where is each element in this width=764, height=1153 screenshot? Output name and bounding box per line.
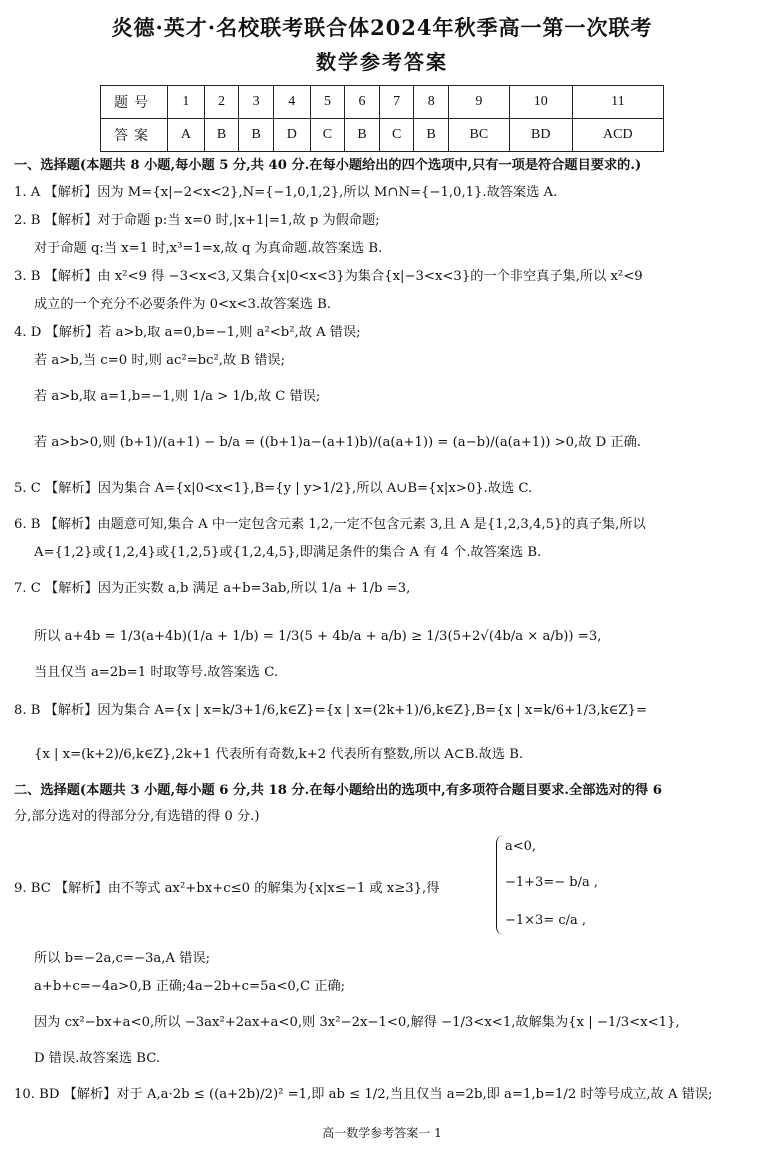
answer-q7-line1: 7. C 【解析】因为正实数 a,b 满足 a+b=3ab,所以 1/a + 1/b =3, <box>14 581 411 596</box>
question-number: 1 <box>168 86 205 119</box>
answer-q9-line1: 9. BC 【解析】由不等式 ax²+bx+c≤0 的解集为{x|x≤−1 或 x≥3},得 <box>14 881 440 896</box>
answer-q9-line3: a+b+c=−4a>0,B 正确;4a−2b+c=5a<0,C 正确; <box>34 979 346 994</box>
answer-q3-line1: 3. B 【解析】由 x²<9 得 −3<x<3,又集合{x|0<x<3}为集合{x|−3<x<3}的一个非空真子集,所以 x²<9 <box>14 269 643 284</box>
answer-q10-line1: 10. BD 【解析】对于 A,a·2b ≤ ((a+2b)/2)² =1,即 ab ≤ 1/2,当且仅当 a=2b,即 a=1,b=1/2 时等号成立,故 A 错误; <box>14 1087 713 1102</box>
exam-title: 炎德·英才·名校联考联合体2024年秋季高一第一次联考 <box>111 15 653 40</box>
answer-cell: B <box>345 119 380 152</box>
question-number: 9 <box>449 86 510 119</box>
answer-cell: BC <box>449 119 510 152</box>
answer-cell: BD <box>509 119 572 152</box>
equation-system <box>496 835 607 935</box>
answer-q2-line2: 对于命题 q:当 x=1 时,x³=1=x,故 q 为真命题.故答案选 B. <box>34 241 383 256</box>
question-number-row <box>101 86 664 119</box>
answer-cell: A <box>168 119 205 152</box>
row-label-number: 题号 <box>101 86 168 119</box>
section-2-heading-line1: 二、选择题(本题共 3 小题,每小题 6 分,共 18 分.在每小题给出的选项中,有多项符合题目要求.全部选对的得 6 <box>14 783 662 798</box>
answer-cell: ACD <box>572 119 663 152</box>
question-number: 2 <box>204 86 239 119</box>
answer-cell: C <box>310 119 345 152</box>
answer-q4-line3: 若 a>b,取 a=1,b=−1,则 1/a > 1/b,故 C 错误; <box>34 389 321 404</box>
question-number: 8 <box>414 86 449 119</box>
answer-subtitle: 数学参考答案 <box>316 50 448 74</box>
answer-q6-line1: 6. B 【解析】由题意可知,集合 A 中一定包含元素 1,2,一定不包含元素 3,且 A 是{1,2,3,4,5}的真子集,所以 <box>14 517 646 532</box>
answer-row <box>101 119 664 152</box>
row-label-answer: 答案 <box>101 119 168 152</box>
answer-q4-line2: 若 a>b,当 c=0 时,则 ac²=bc²,故 B 错误; <box>34 353 286 368</box>
answer-q9-line4: 因为 cx²−bx+a<0,所以 −3ax²+2ax+a<0,则 3x²−2x−1<0,解得 −1/3<x<1,故解集为{x | −1/3<x<1}, <box>34 1015 680 1030</box>
system-row: a<0, <box>505 839 537 854</box>
question-number: 4 <box>273 86 310 119</box>
answer-q1: 1. A 【解析】因为 M={x|−2<x<2},N={−1,0,1,2},所以 M∩N={−1,0,1}.故答案选 A. <box>14 185 558 200</box>
system-row: −1×3= c/a , <box>505 913 587 928</box>
answer-q9-line5: D 错误.故答案选 BC. <box>34 1051 161 1066</box>
section-1-heading: 一、选择题(本题共 8 小题,每小题 5 分,共 40 分.在每小题给出的四个选项中,只有一项是符合题目要求的.) <box>14 158 642 173</box>
answer-q9-line2: 所以 b=−2a,c=−3a,A 错误; <box>34 951 211 966</box>
answer-q5: 5. C 【解析】因为集合 A={x|0<x<1},B={y | y>1/2},所以 A∪B={x|x>0}.故选 C. <box>14 481 533 496</box>
question-number: 10 <box>509 86 572 119</box>
answer-cell: B <box>414 119 449 152</box>
section-2-heading-line2: 分,部分选对的得部分分,有选错的得 0 分.) <box>14 809 260 824</box>
answer-cell: B <box>239 119 274 152</box>
answer-q4-line4: 若 a>b>0,则 (b+1)/(a+1) − b/a = ((b+1)a−(a+1)b)/(a(a+1)) = (a−b)/(a(a+1)) >0,故 D 正确. <box>34 435 641 450</box>
question-number: 5 <box>310 86 345 119</box>
question-number: 3 <box>239 86 274 119</box>
answer-q6-line2: A={1,2}或{1,2,4}或{1,2,5}或{1,2,4,5},即满足条件的集合 A 有 4 个.故答案选 B. <box>34 545 542 560</box>
question-number: 7 <box>379 86 414 119</box>
answer-cell: C <box>379 119 414 152</box>
system-row: −1+3=− b/a , <box>505 875 598 890</box>
answer-q3-line2: 成立的一个充分不必要条件为 0<x<3.故答案选 B. <box>34 297 331 312</box>
answer-cell: D <box>273 119 310 152</box>
answer-cell: B <box>204 119 239 152</box>
answer-q8-line1: 8. B 【解析】因为集合 A={x | x=k/3+1/6,k∈Z}={x | x=(2k+1)/6,k∈Z},B={x | x=k/6+1/3,k∈Z}= <box>14 703 648 718</box>
page-footer: 高一数学参考答案一 1 <box>322 1126 442 1140</box>
answer-table <box>100 85 664 152</box>
answer-q4-line1: 4. D 【解析】若 a>b,取 a=0,b=−1,则 a²<b²,故 A 错误; <box>14 325 361 340</box>
answer-q7-line2: 所以 a+4b = 1/3(a+4b)(1/a + 1/b) = 1/3(5 + 4b/a + a/b) ≥ 1/3(5+2√(4b/a × a/b)) =3, <box>34 629 602 644</box>
answer-q8-line2: {x | x=(k+2)/6,k∈Z},2k+1 代表所有奇数,k+2 代表所有整数,所以 A⊂B.故选 B. <box>34 747 524 762</box>
question-number: 6 <box>345 86 380 119</box>
question-number: 11 <box>572 86 663 119</box>
answer-q7-line3: 当且仅当 a=2b=1 时取等号.故答案选 C. <box>34 665 279 680</box>
answer-q2-line1: 2. B 【解析】对于命题 p:当 x=0 时,|x+1|=1,故 p 为假命题; <box>14 213 380 228</box>
